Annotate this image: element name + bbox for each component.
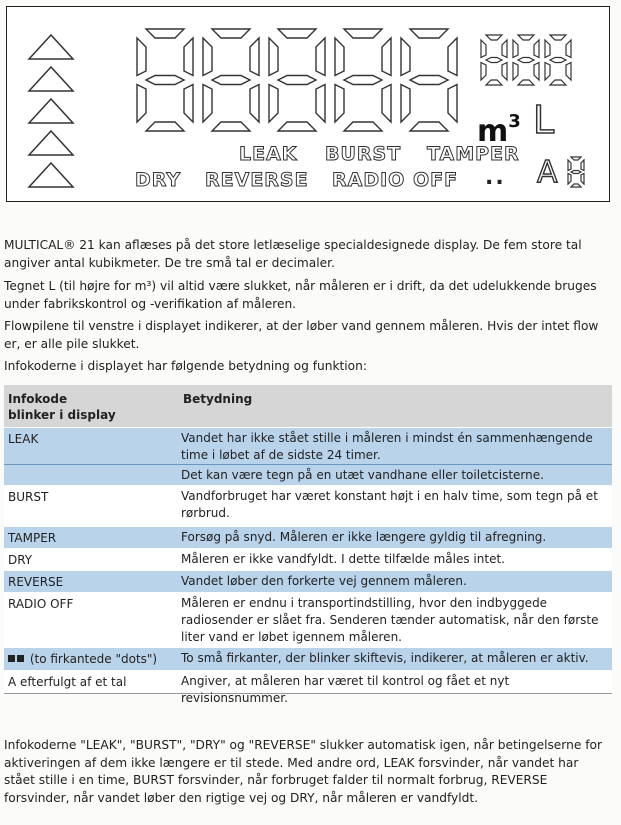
table-row-dots [4, 647, 612, 670]
lcd-segment [278, 29, 316, 38]
square-dot-icon [17, 655, 24, 662]
row-meaning: Måleren er ikke vandfyldt. I dette tilfælde måles intet. [181, 552, 505, 566]
lcd-segment [571, 157, 581, 160]
lcd-segment [550, 58, 566, 63]
lcd-segment [184, 85, 193, 123]
row-meaning: Det kan være tegn på en utæt vandhane eller toiletcisterne. [181, 468, 544, 482]
row-code: BURST [8, 490, 49, 504]
square-dot-icon [8, 655, 15, 662]
unit-liter: L [533, 98, 555, 142]
revision-digit [568, 157, 584, 187]
lcd-tamper: TAMPER [427, 143, 520, 165]
row-meaning: Måleren er endnu i transportindstilling, hvor den indbyggede radiosender er slået fra. Senderen tænder automatisk, når den første liter vand er løbet igennem måleren. [181, 596, 599, 644]
lcd-display [6, 6, 610, 202]
header-meaning: Betydning [183, 392, 253, 406]
lcd-segment [481, 40, 486, 58]
lcd-segment [203, 85, 212, 123]
paragraph-footer: Infokoderne "LEAK", "BURST", "DRY" og "REVERSE" slukker automatisk igen, når betingelserne for aktiveringen af dem ikke længere er til stede. Med andre ord, LEAK forsvinder, når vandet har stået stille i en time, BURST forsvinder, når forbruget falder til normalt forbrug, REVERSE forsvinder, når vandet løber den rigtige vej og DRY, når måleren er vandfyldt. [4, 738, 602, 805]
small-digits [481, 35, 571, 85]
lcd-reverse: REVERSE [205, 169, 309, 191]
lcd-segment [269, 85, 278, 123]
lcd-burst: BURST [325, 143, 402, 165]
lcd-segment [146, 76, 184, 85]
table-row-leak [4, 427, 612, 464]
lcd-leak: LEAK [239, 143, 298, 165]
flow-arrow-icon [29, 35, 73, 59]
paragraph-flow-arrows: Flowpilene til venstre i displayet indikerer, at der løber vand gennem måleren. Hvis der intet flow er, er alle pile slukket. [4, 319, 599, 351]
lcd-segment [571, 171, 581, 174]
lcd-segment [486, 58, 502, 63]
row-meaning: Forsøg på snyd. Måleren er ikke længere gyldig til afregning. [181, 530, 547, 544]
lcd-segment [581, 160, 584, 171]
lcd-segment [545, 63, 550, 81]
lcd-graphics [7, 7, 611, 203]
lcd-segment [502, 40, 507, 58]
lcd-segment [316, 38, 325, 76]
table-row-leak-cont [4, 464, 612, 485]
row-meaning: Vandet løber den forkerte vej gennem måleren. [181, 574, 467, 588]
row-code: A efterfulgt af et tal [8, 675, 127, 689]
row-meaning: Angiver, at måleren har været til kontrol og fået et nyt revisionsnummer. [181, 674, 510, 705]
unit-cubic-meter: $m^3$ [477, 111, 521, 149]
lcd-segment [250, 38, 259, 76]
row-meaning: Vandforbruget har været konstant højt i en halv time, som tegn på et rørbrud. [181, 489, 598, 520]
lcd-segment [212, 29, 250, 38]
lcd-segment [566, 40, 571, 58]
lcd-segment [481, 63, 486, 81]
lcd-segment [534, 40, 539, 58]
table-row-burst [4, 485, 612, 526]
lcd-segment [344, 29, 382, 38]
lcd-segment [137, 38, 146, 76]
lcd-segment [382, 85, 391, 123]
table-row-tamper [4, 526, 612, 548]
flow-arrow-icon [29, 163, 73, 187]
lcd-segment [212, 122, 250, 131]
lcd-segment [518, 58, 534, 63]
lcd-segment [344, 122, 382, 131]
header-infocode: Infokode blinker i display [8, 392, 116, 422]
lcd-segment [335, 85, 344, 123]
lcd-segment [401, 38, 410, 76]
row-code: RADIO OFF [8, 597, 74, 611]
lcd-segment [568, 174, 571, 185]
lcd-segment [448, 85, 457, 123]
lcd-segment [146, 122, 184, 131]
lcd-segment [513, 40, 518, 58]
paragraph-l-sign: Tegnet L (til højre for m³) vil altid være slukket, når måleren er i drift, da det udelukkende bruges under fabrikskontrol og -verifikation af måleren. [4, 279, 597, 311]
lcd-segment [203, 38, 212, 76]
paragraph-display-intro: MULTICAL® 21 kan aflæses på det store letlæselige specialdesignede display. De fem store tal angiver antal kubikmeter. De tre små tal er decimaler. [4, 238, 582, 270]
lcd-segment [146, 29, 184, 38]
table-row-reverse [4, 570, 612, 592]
lcd-segment [502, 63, 507, 81]
lcd-code-a: A [537, 155, 558, 190]
lcd-segment [518, 35, 534, 40]
flow-arrow-icon [29, 67, 73, 91]
lcd-segment [518, 80, 534, 85]
table-row-revision [4, 670, 612, 705]
lcd-segment [545, 40, 550, 58]
lcd-segment [250, 85, 259, 123]
table-row-radio-off [4, 592, 612, 647]
lcd-segment [448, 38, 457, 76]
lcd-segment [486, 80, 502, 85]
lcd-segment [137, 85, 146, 123]
lcd-segment [184, 38, 193, 76]
table-header [4, 385, 612, 427]
lcd-segment [410, 122, 448, 131]
lcd-segment [410, 29, 448, 38]
flow-arrow-icon [29, 131, 73, 155]
large-digits [137, 29, 457, 131]
row-code: LEAK [8, 432, 39, 446]
lcd-segment [401, 85, 410, 123]
lcd-segment [550, 35, 566, 40]
row-meaning: Vandet har ikke stået stille i måleren i mindst én sammenhængende time i løbet af de sidste 24 timer. [181, 431, 593, 462]
row-meaning: To små firkanter, der blinker skiftevis, indikerer, at måleren er aktiv. [181, 651, 589, 665]
row-code: DRY [8, 553, 33, 567]
lcd-segment [278, 122, 316, 131]
flow-arrow-icon [29, 99, 73, 123]
lcd-segment [513, 63, 518, 81]
lcd-segment [382, 38, 391, 76]
row-code: (to firkantede "dots") [8, 650, 157, 668]
paragraph-infocodes-intro: Infokoderne i displayet har følgende betydning og funktion: [4, 359, 367, 373]
lcd-segment [486, 35, 502, 40]
lcd-segment [571, 184, 581, 187]
row-code: TAMPER [8, 531, 57, 545]
flow-arrows [29, 35, 73, 187]
lcd-segment [344, 76, 382, 85]
infocode-table [4, 385, 612, 705]
lcd-segment [278, 76, 316, 85]
lcd-segment [581, 174, 584, 185]
lcd-dots: .. [485, 165, 506, 190]
lcd-segment [568, 160, 571, 171]
row-code: REVERSE [8, 575, 64, 589]
lcd-segment [410, 76, 448, 85]
lcd-segment [566, 63, 571, 81]
lcd-dry: DRY [135, 169, 182, 191]
table-row-dry [4, 548, 612, 570]
lcd-segment [212, 76, 250, 85]
lcd-segment [316, 85, 325, 123]
lcd-segment [534, 63, 539, 81]
lcd-segment [550, 80, 566, 85]
lcd-segment [269, 38, 278, 76]
lcd-radio-off: RADIO OFF [332, 169, 459, 191]
lcd-segment [335, 38, 344, 76]
